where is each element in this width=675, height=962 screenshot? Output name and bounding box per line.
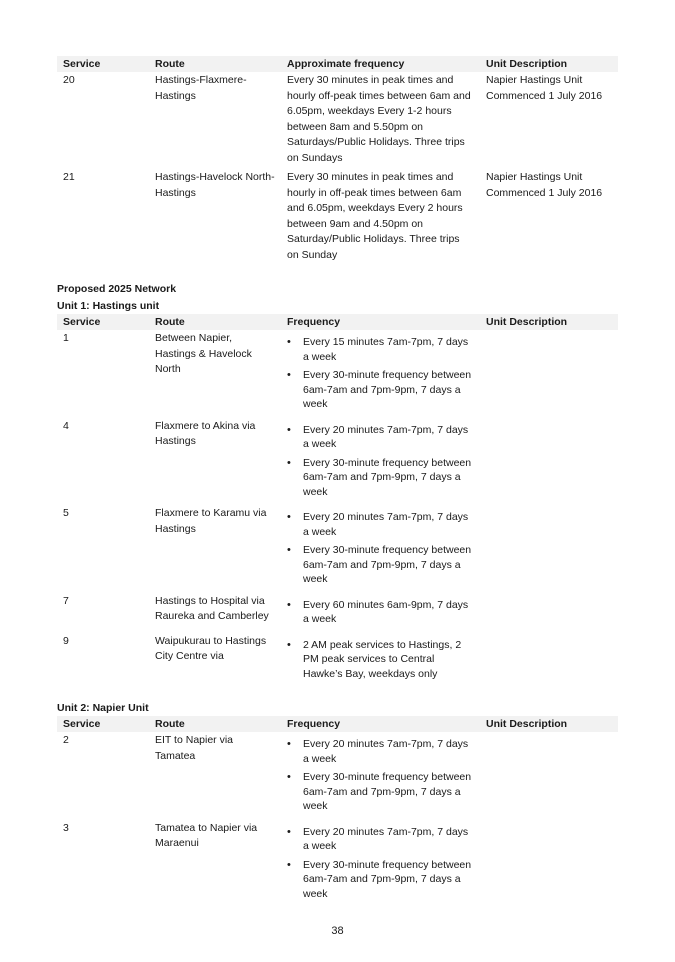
header-unit-description: Unit Description (480, 716, 618, 732)
header-route: Route (149, 716, 281, 732)
frequency-list (287, 510, 474, 587)
frequency-text: Every 30 minutes in peak times and hourly in off-peak times between 6am and 6.05pm, weekdays Every 2 hours between 9am and 4.50pm on Saturday/Public Holidays. Three trips on Sunday (287, 171, 463, 261)
route-text: EIT to Napier via Tamatea (155, 734, 234, 762)
header-frequency: Approximate frequency (281, 56, 480, 72)
unit-description (480, 732, 618, 820)
service-number: 1 (63, 332, 69, 344)
header-frequency: Frequency (281, 314, 480, 330)
service-number: 20 (63, 74, 75, 86)
route-text: Flaxmere to Karamu via Hastings (155, 507, 267, 535)
table-row (57, 732, 618, 820)
header-route: Route (149, 314, 281, 330)
route-text: Between Napier, Hastings & Havelock North (155, 332, 252, 375)
frequency-item: • Every 30-minute frequency between 6am-7am and 7pm-9pm, 7 days a week (287, 858, 474, 902)
unit-description: Napier Hastings Unit Commenced 1 July 2016 (486, 74, 603, 102)
page-number: 38 (331, 925, 344, 937)
frequency-cell (281, 418, 480, 506)
frequency-item: • Every 15 minutes 7am-7pm, 7 days a week (287, 335, 474, 364)
route-text: Hastings to Hospital via Raureka and Camberley (155, 594, 269, 622)
unit1-table (57, 314, 618, 687)
frequency-item: • Every 30-minute frequency between 6am-7am and 7pm-9pm, 7 days a week (287, 543, 474, 587)
route-text: Flaxmere to Akina via Hastings (155, 419, 256, 447)
frequency-text: Every 30 minutes in peak times and hourly off-peak times between 6am and 6.05pm, weekdays Every 1-2 hours between 8am and 5.50pm on Saturdays/Public Holidays. Three trips on Sundays (287, 74, 471, 164)
header-service: Service (57, 716, 149, 732)
frequency-item: • Every 60 minutes 6am-9pm, 7 days a week (287, 598, 474, 627)
header-unit-description: Unit Description (480, 314, 618, 330)
table-row (57, 330, 618, 418)
frequency-cell (281, 505, 480, 593)
frequency-item: • Every 20 minutes 7am-7pm, 7 days a week (287, 825, 474, 854)
current-services-table (57, 56, 618, 266)
table-header-row (57, 314, 618, 330)
frequency-item: • Every 20 minutes 7am-7pm, 7 days a week (287, 510, 474, 539)
service-number: 2 (63, 734, 69, 746)
frequency-item: • Every 30-minute frequency between 6am-7am and 7pm-9pm, 7 days a week (287, 368, 474, 412)
unit-description (480, 593, 618, 633)
unit-description (480, 505, 618, 593)
header-service: Service (57, 56, 149, 72)
unit2-heading: Unit 2: Napier Unit (57, 702, 149, 714)
frequency-item: • Every 20 minutes 7am-7pm, 7 days a week (287, 737, 474, 766)
frequency-cell (281, 732, 480, 820)
service-number: 3 (63, 821, 69, 834)
frequency-list (287, 737, 474, 814)
unit-description (480, 330, 618, 418)
header-frequency: Frequency (281, 716, 480, 732)
unit-description (480, 418, 618, 506)
table-row (57, 72, 618, 169)
service-number: 7 (63, 594, 69, 607)
header-route: Route (149, 56, 281, 72)
frequency-list (287, 638, 474, 682)
unit-description (480, 633, 618, 688)
frequency-cell (281, 330, 480, 418)
unit2-table (57, 716, 618, 907)
frequency-cell (281, 820, 480, 908)
table-row (57, 505, 618, 593)
table-row (57, 820, 618, 908)
frequency-list (287, 598, 474, 627)
document-page (57, 56, 618, 907)
route-text: Hastings-Havelock North-Hastings (155, 171, 275, 199)
unit1-heading: Unit 1: Hastings unit (57, 300, 160, 312)
frequency-cell (281, 633, 480, 688)
frequency-list (287, 825, 474, 902)
table-row (57, 593, 618, 633)
table-header-row (57, 716, 618, 732)
route-text: Waipukurau to Hastings City Centre via (155, 634, 267, 662)
frequency-list (287, 423, 474, 500)
frequency-item: • Every 30-minute frequency between 6am-7am and 7pm-9pm, 7 days a week (287, 770, 474, 814)
service-number: 5 (63, 507, 69, 519)
table-row (57, 169, 618, 266)
service-number: 21 (63, 171, 75, 183)
frequency-list (287, 335, 474, 412)
service-number: 4 (63, 419, 69, 432)
unit-description (480, 820, 618, 908)
proposed-network-heading: Proposed 2025 Network (57, 283, 177, 295)
table-row (57, 633, 618, 688)
route-text: Hastings-Flaxmere-Hastings (155, 74, 247, 102)
table-row (57, 418, 618, 506)
route-text: Tamatea to Napier via Maraenui (155, 821, 258, 849)
header-unit-description: Unit Description (480, 56, 618, 72)
unit-description: Napier Hastings Unit Commenced 1 July 2016 (486, 171, 603, 199)
service-number: 9 (63, 634, 69, 647)
frequency-item: • Every 30-minute frequency between 6am-7am and 7pm-9pm, 7 days a week (287, 456, 474, 500)
frequency-item: • Every 20 minutes 7am-7pm, 7 days a week (287, 423, 474, 452)
frequency-item: • 2 AM peak services to Hastings, 2 PM peak services to Central Hawke’s Bay, weekdays only (287, 638, 474, 682)
table-header-row (57, 56, 618, 72)
header-service: Service (57, 314, 149, 330)
frequency-cell (281, 593, 480, 633)
